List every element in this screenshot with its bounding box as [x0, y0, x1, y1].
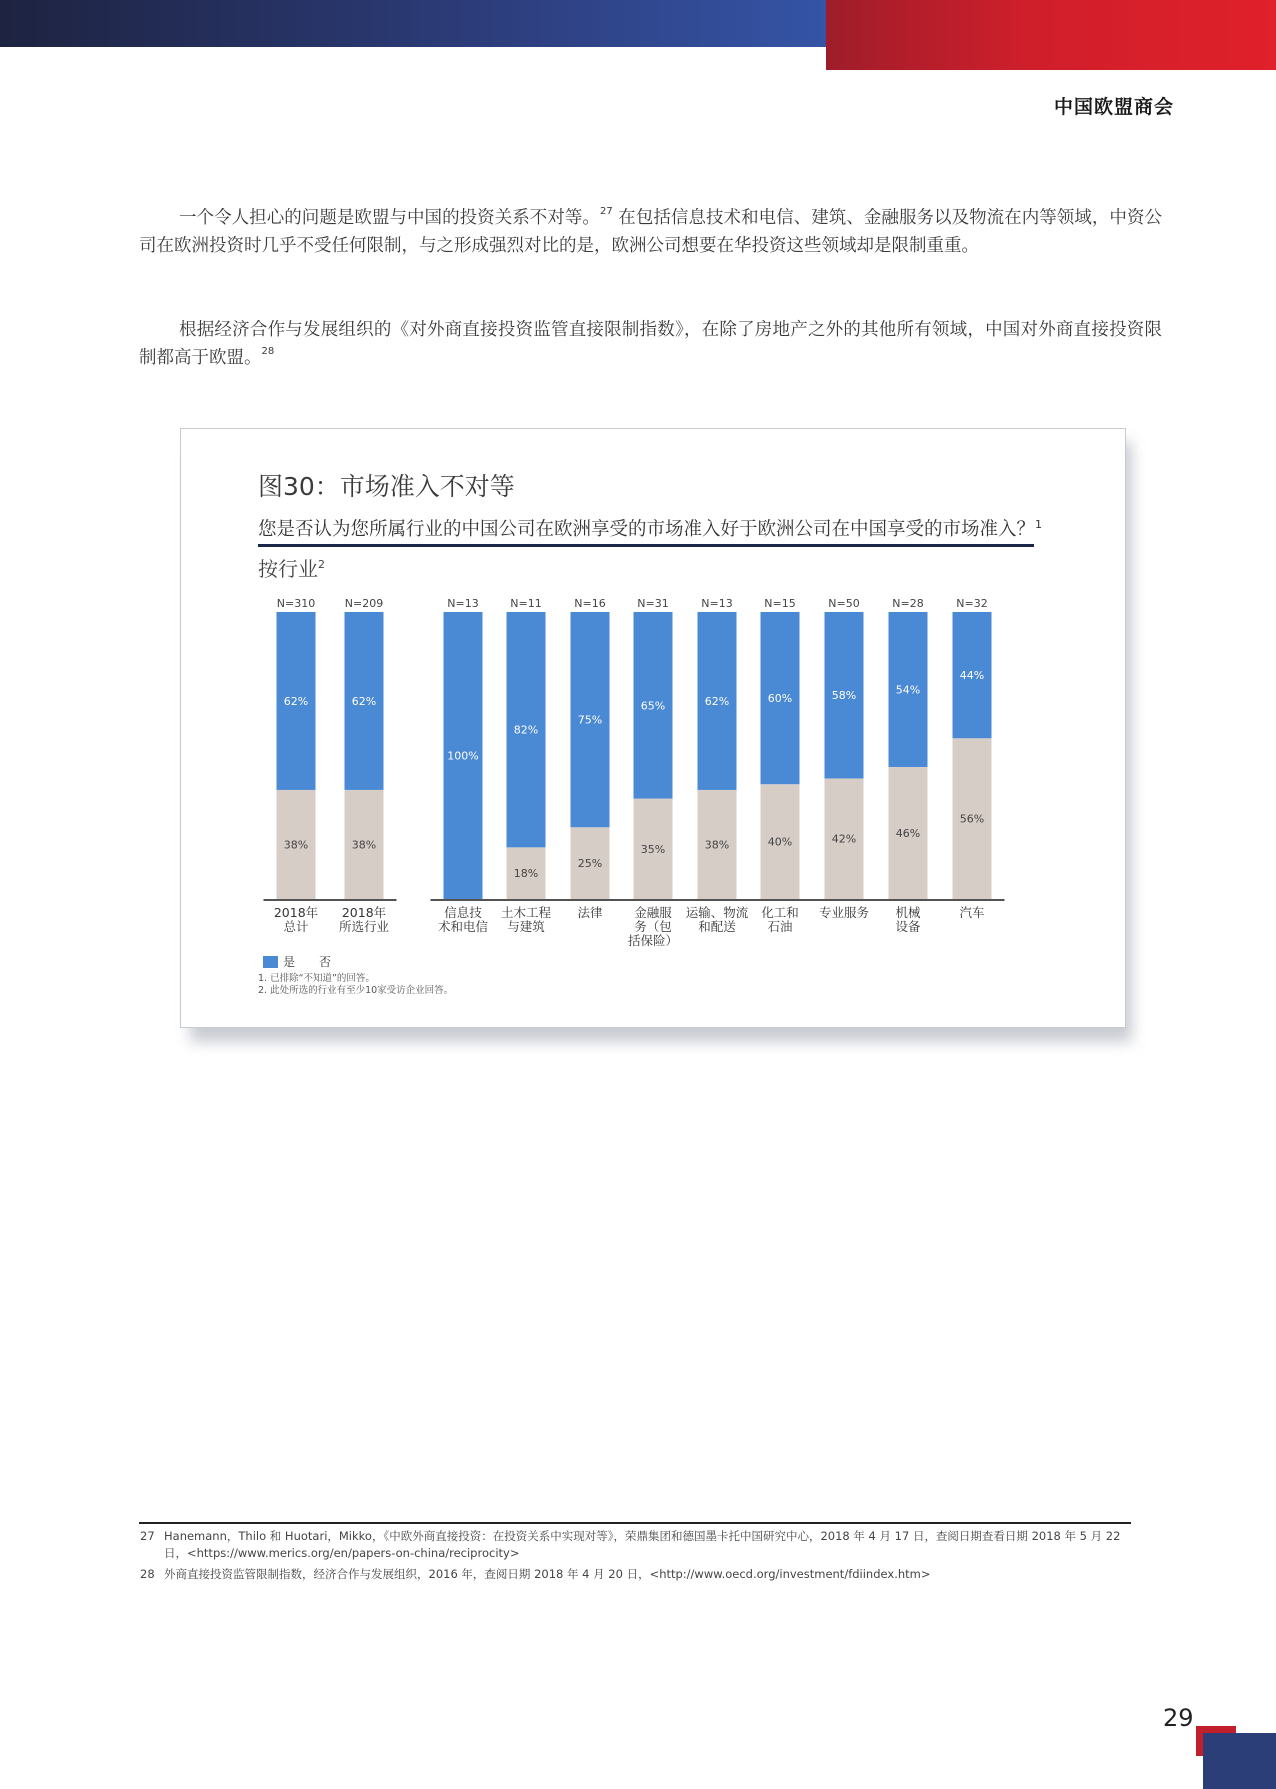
figure-title: 图30：市场准入不对等	[258, 472, 515, 501]
category-label: 运输、物流	[685, 905, 749, 920]
value-label-yes: 62%	[704, 694, 730, 708]
page-number: 29	[1163, 1704, 1194, 1732]
subtitle-text: 按行业	[258, 557, 318, 581]
legend-label-no: 否	[319, 955, 332, 969]
value-label-yes: 75%	[577, 713, 603, 727]
legend-item-yes	[263, 953, 295, 970]
category-label: 机械	[895, 905, 921, 920]
body-paragraph-1	[139, 204, 1162, 260]
footnote-ref-27[interactable]: 27	[599, 206, 613, 217]
paragraph-text: 在包括信息技术和电信、建筑、金融服务以及物流在内等领域，中资公司在欧洲投资时几乎不受任何限制，与之形成强烈对比的是，欧洲公司想要在华投资这些领域却是限制重重。	[139, 208, 1163, 256]
value-label-yes: 82%	[513, 723, 539, 737]
figure-note-1: 1. 已排除“不知道”的回答。	[258, 973, 375, 984]
footnotes	[140, 1528, 1140, 1587]
category-label: 务（包	[634, 919, 672, 934]
n-label: N=50	[828, 597, 860, 610]
category-label: 2018年	[341, 905, 387, 920]
value-label-yes: 58%	[831, 689, 857, 703]
value-label-yes: 100%	[447, 749, 479, 763]
n-label: N=13	[447, 597, 479, 610]
n-label: N=11	[510, 597, 542, 610]
category-label: 信息技	[444, 905, 482, 920]
value-label-no: 18%	[513, 867, 539, 881]
footnote-divider	[139, 1522, 1131, 1524]
category-label: 化工和	[761, 905, 799, 920]
n-label: N=16	[574, 597, 606, 610]
category-label: 和配送	[698, 919, 736, 934]
question-text: 您是否认为您所属行业的中国公司在欧洲享受的市场准入好于欧洲公司在中国享受的市场准入？	[258, 519, 1036, 540]
category-label: 汽车	[959, 905, 985, 920]
corner-accent-blue	[1203, 1733, 1276, 1789]
category-label: 土木工程	[500, 905, 552, 920]
n-label: N=15	[764, 597, 796, 610]
category-label: 专业服务	[818, 905, 870, 920]
value-label-yes: 44%	[959, 669, 985, 683]
value-label-yes: 62%	[283, 694, 309, 708]
paragraph-text: 根据经济合作与发展组织的《对外商直接投资监管直接限制指数》，在除了房地产之外的其他所有领域，中国对外商直接投资限制都高于欧盟。	[139, 320, 1162, 368]
value-label-no: 56%	[959, 812, 985, 826]
category-label: 术和电信	[437, 919, 489, 934]
footnote-28	[140, 1566, 1140, 1583]
n-label: N=310	[276, 597, 316, 610]
subtitle-note-ref: 2	[318, 558, 325, 571]
category-label: 括保险）	[627, 933, 679, 948]
n-label: N=31	[637, 597, 669, 610]
header-band-red	[826, 0, 1276, 70]
category-label: 2018年	[273, 905, 319, 920]
value-label-no: 38%	[283, 838, 309, 852]
question-note-ref: 1	[1035, 518, 1043, 531]
n-label: N=209	[344, 597, 384, 610]
chart-legend	[263, 953, 355, 970]
header-band-blue	[0, 0, 830, 47]
figure-30	[180, 428, 1126, 1028]
legend-item-no	[319, 953, 331, 970]
value-label-yes: 54%	[895, 683, 921, 697]
legend-swatch-yes	[263, 956, 278, 968]
category-label: 所选行业	[338, 919, 390, 934]
footnote-text: Hanemann，Thilo 和 Huotari，Mikko，《中欧外商直接投资：在投资关系中实现对等》，荣鼎集团和德国墨卡托中国研究中心，2018 年 4 月 17 日，查阅日期查看日期 2018 年 5 月 22 日，<https://www.merics.org/en/papers-on-china/reciprocity>	[164, 1529, 1121, 1560]
footnote-27	[140, 1528, 1140, 1562]
category-label: 与建筑	[507, 919, 545, 934]
value-label-no: 35%	[640, 842, 666, 856]
stacked-bar-chart	[181, 429, 1125, 1027]
value-label-no: 40%	[767, 835, 793, 849]
value-label-yes: 65%	[640, 699, 666, 713]
footnote-number: 27	[140, 1529, 155, 1543]
n-label: N=13	[701, 597, 733, 610]
body-paragraph-2	[139, 316, 1162, 372]
category-label: 石油	[767, 919, 793, 934]
value-label-no: 42%	[831, 832, 857, 846]
footnote-number: 28	[140, 1567, 155, 1581]
value-label-no: 38%	[704, 838, 730, 852]
value-label-yes: 60%	[767, 692, 793, 706]
footnote-ref-28[interactable]: 28	[261, 346, 275, 357]
n-label: N=28	[892, 597, 924, 610]
figure-notes	[258, 973, 453, 997]
organization-name: 中国欧盟商会	[1053, 96, 1174, 118]
value-label-no: 46%	[895, 826, 921, 840]
value-label-yes: 62%	[351, 694, 377, 708]
value-label-no: 38%	[351, 838, 377, 852]
footnote-text: 外商直接投资监管限制指数，经济合作与发展组织，2016 年，查阅日期 2018 年 4 月 20 日，<http://www.oecd.org/investment/fdiindex.htm>	[164, 1567, 931, 1581]
n-label: N=32	[956, 597, 988, 610]
figure-note-2: 2. 此处所选的行业有至少10家受访企业回答。	[258, 985, 454, 996]
category-label: 总计	[283, 919, 309, 934]
legend-label-yes: 是	[283, 955, 296, 969]
category-label: 设备	[895, 919, 921, 934]
category-label: 金融服	[634, 905, 672, 920]
value-label-no: 25%	[577, 857, 603, 871]
paragraph-text: 一个令人担心的问题是欧盟与中国的投资关系不对等。	[179, 208, 600, 228]
category-label: 法律	[577, 905, 603, 920]
